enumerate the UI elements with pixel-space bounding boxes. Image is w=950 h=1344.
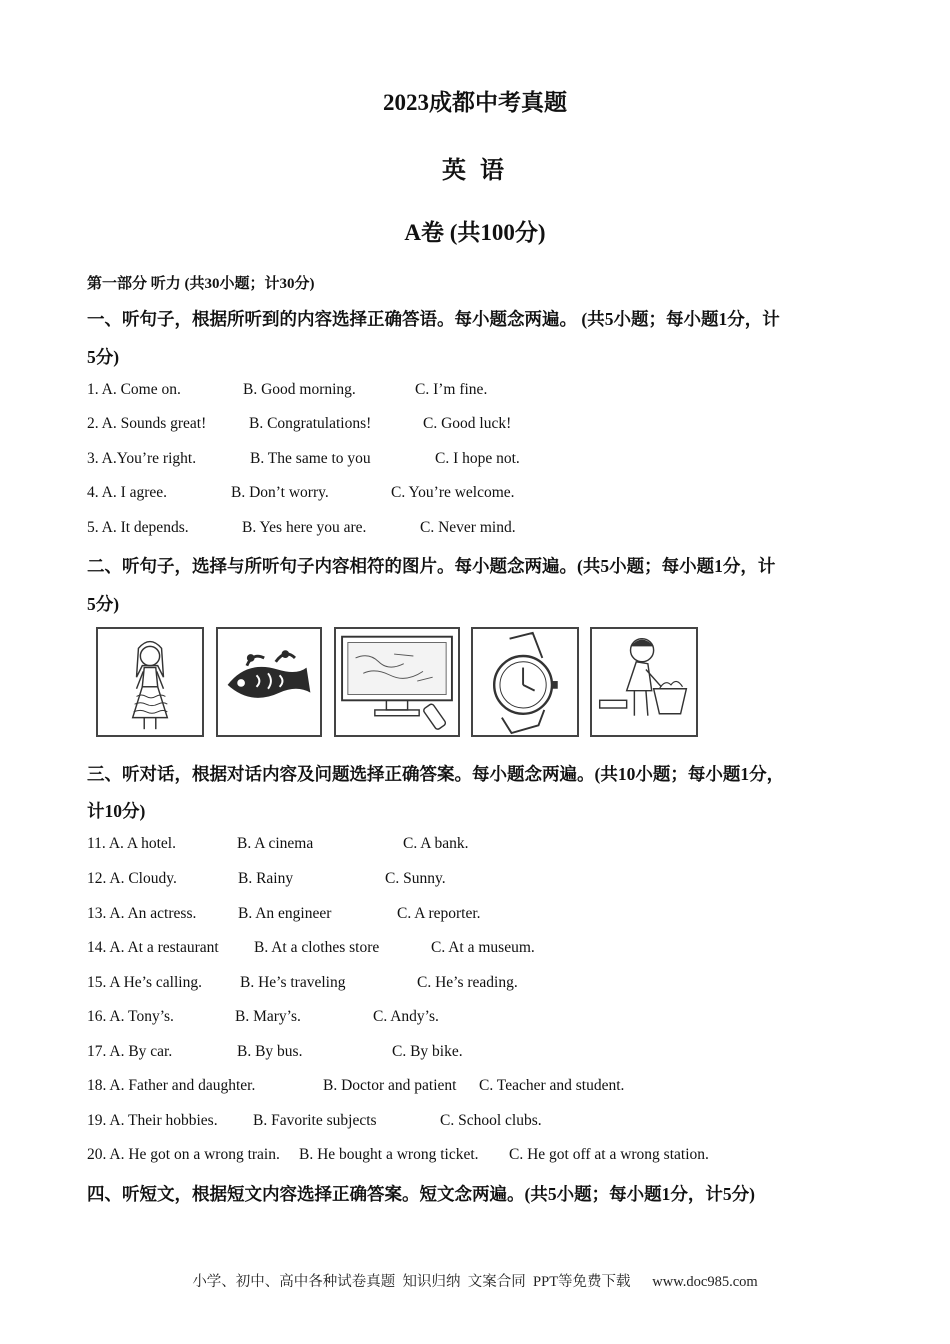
section1-heading: 一、听句子，根据所听到的内容选择正确答语。每小题念两遍。 (共5小题；每小题1分，计 — [87, 309, 780, 329]
section3-heading-cont: 计10分) — [87, 801, 146, 821]
option-a: 3. A.You’re right. — [87, 450, 197, 467]
option-b: B. Favorite subjects — [253, 1112, 377, 1129]
option-a: 14. A. At a restaurant — [87, 939, 219, 956]
option-c: C. School clubs. — [440, 1112, 542, 1129]
paper-cut-fish-image — [216, 627, 322, 737]
option-c: C. Good luck! — [423, 415, 512, 432]
section3-heading: 三、听对话，根据对话内容及问题选择正确答案。每小题念两遍。(共10小题；每小题1分， — [87, 764, 785, 784]
volume-title: A卷 (共100分) — [404, 220, 546, 245]
footer-text: 小学、初中、高中各种试卷真题 知识归纳 文案合同 PPT等免费下载 www.doc985.com — [192, 1274, 758, 1290]
option-b: B. Congratulations! — [249, 415, 372, 432]
subject-title: 英 语 — [442, 158, 508, 184]
option-b: B. Rainy — [238, 870, 294, 887]
option-a: 17. A. By car. — [87, 1043, 173, 1060]
option-a: 12. A. Cloudy. — [87, 870, 177, 887]
exam-title: 2023成都中考真题 — [383, 90, 567, 115]
option-b: B. Yes here you are. — [242, 519, 367, 536]
option-b: B. A cinema — [237, 835, 314, 852]
option-a: 2. A. Sounds great! — [87, 415, 207, 432]
option-c: C. A reporter. — [397, 905, 481, 922]
option-a: 18. A. Father and daughter. — [87, 1077, 256, 1094]
option-a: 13. A. An actress. — [87, 905, 197, 922]
option-b: B. Don’t worry. — [231, 484, 329, 501]
option-c: C. Andy’s. — [373, 1008, 439, 1025]
girl-in-dress-image — [96, 627, 204, 737]
option-b: B. Good morning. — [243, 381, 356, 398]
section1-heading-cont: 5分) — [87, 347, 120, 367]
option-c: C. I’m fine. — [415, 381, 488, 398]
option-b: B. He’s traveling — [240, 974, 346, 991]
option-a: 11. A. A hotel. — [87, 835, 176, 852]
option-b: B. By bus. — [237, 1043, 303, 1060]
option-b: B. An engineer — [238, 905, 332, 922]
option-c: C. A bank. — [403, 835, 469, 852]
option-c: C. Never mind. — [420, 519, 516, 536]
tv-screen-image — [334, 627, 460, 737]
section2-heading-cont: 5分) — [87, 594, 120, 614]
option-a: 4. A. I agree. — [87, 484, 168, 501]
option-c: C. I hope not. — [435, 450, 520, 467]
option-b: B. At a clothes store — [254, 939, 380, 956]
option-b: B. The same to you — [250, 450, 371, 467]
option-c: C. By bike. — [392, 1043, 463, 1060]
option-a: 19. A. Their hobbies. — [87, 1112, 218, 1129]
option-a: 15. A He’s calling. — [87, 974, 202, 991]
option-c: C. He got off at a wrong station. — [509, 1146, 709, 1163]
wristwatch-image — [471, 627, 579, 737]
option-b: B. He bought a wrong ticket. — [299, 1146, 479, 1163]
option-c: C. He’s reading. — [417, 974, 518, 991]
option-a: 16. A. Tony’s. — [87, 1008, 174, 1025]
option-c: C. At a museum. — [431, 939, 535, 956]
option-c: C. You’re welcome. — [391, 484, 515, 501]
option-a: 1. A. Come on. — [87, 381, 181, 398]
option-a: 5. A. It depends. — [87, 519, 189, 536]
section2-heading: 二、听句子，选择与所听句子内容相符的图片。每小题念两遍。(共5小题；每小题1分，计 — [87, 556, 776, 576]
option-b: B. Doctor and patient — [323, 1077, 457, 1094]
option-b: B. Mary’s. — [235, 1008, 301, 1025]
part1-heading: 第一部分 听力 (共30小题；计30分) — [87, 276, 315, 292]
option-c: C. Sunny. — [385, 870, 446, 887]
section4-heading: 四、听短文，根据短文内容选择正确答案。短文念两遍。(共5小题；每小题1分，计5分) — [87, 1184, 755, 1204]
option-a: 20. A. He got on a wrong train. — [87, 1146, 280, 1163]
child-washing-clothes-image — [590, 627, 698, 737]
option-c: C. Teacher and student. — [479, 1077, 625, 1094]
